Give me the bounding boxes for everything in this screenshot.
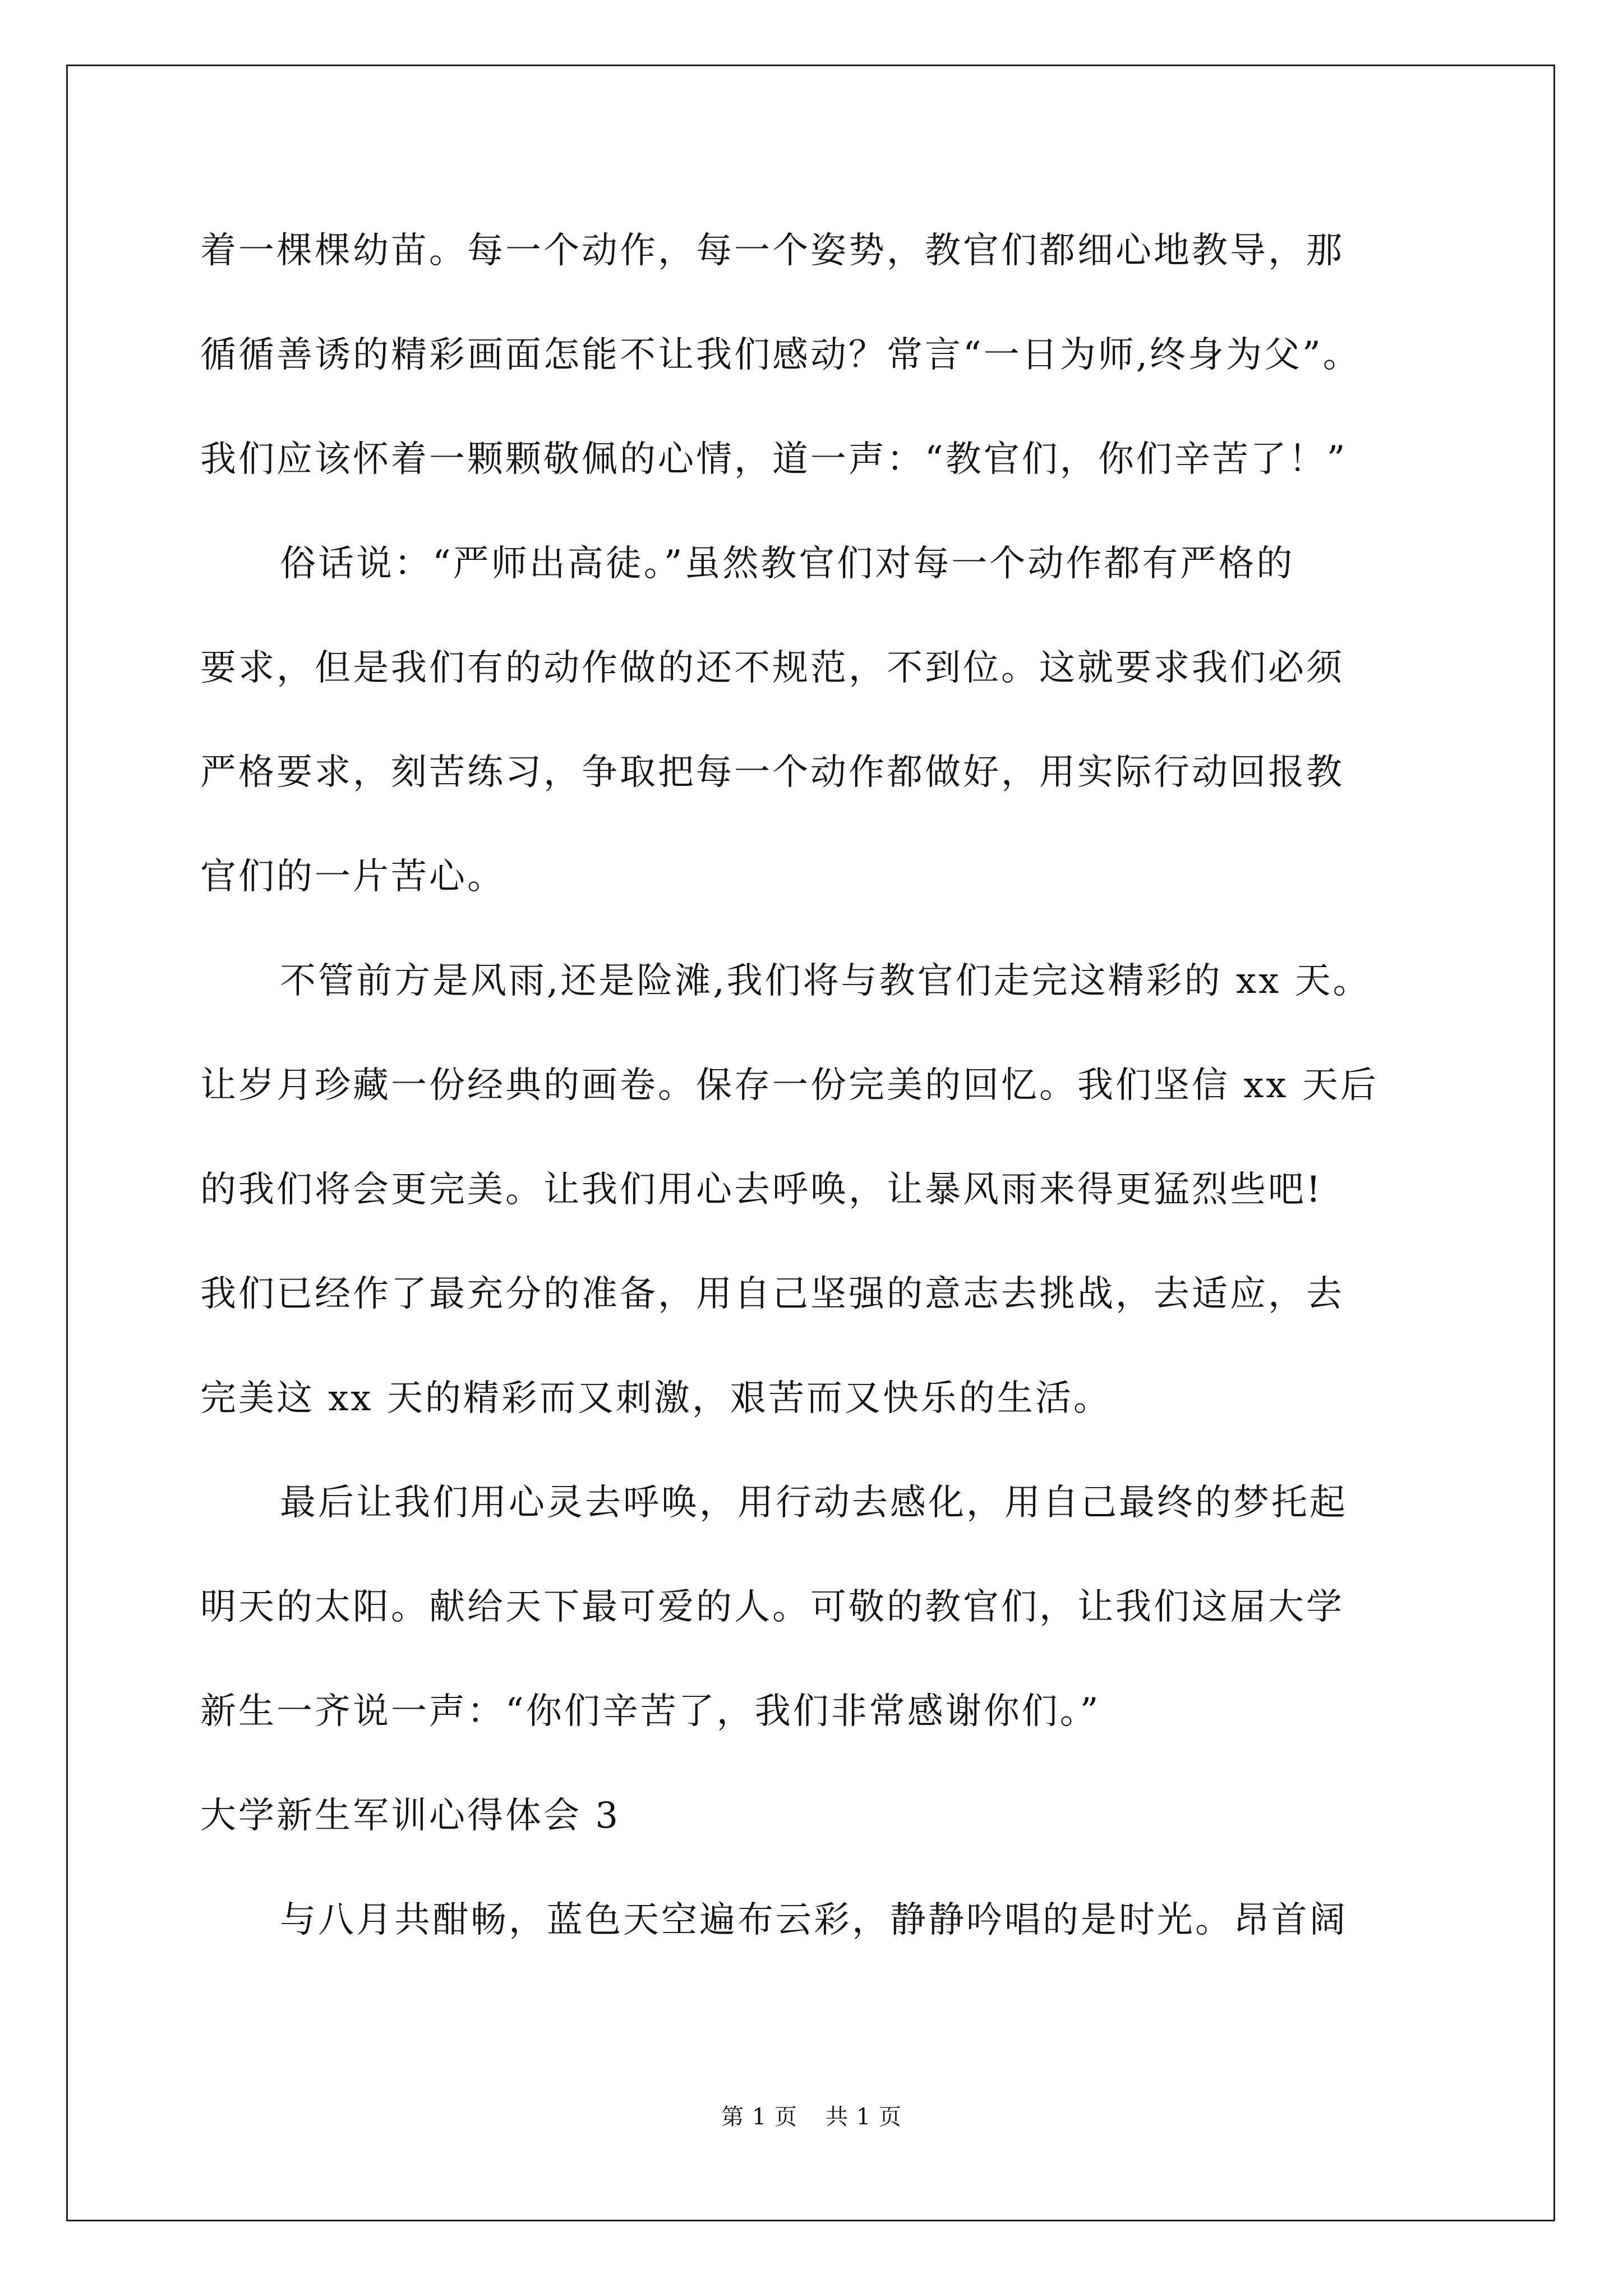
- paragraph-start-line: 与八月共酣畅，蓝色天空遍布云彩，静静吟唱的是时光。昂首阔: [280, 1899, 1348, 1941]
- text-line: 严格要求，刻苦练习，争取把每一个动作都做好，用实际行动回报教: [200, 752, 1344, 793]
- text-line: 的我们将会更完美。让我们用心去呼唤，让暴风雨来得更猛烈些吧!: [200, 1169, 1323, 1211]
- page-footer: [0, 2100, 1623, 2134]
- text-line: 官们的一片苦心。: [200, 856, 505, 898]
- text-line: 新生一齐说一声：“你们辛苦了，我们非常感谢你们。”: [200, 1691, 1101, 1732]
- text-line: 要求，但是我们有的动作做的还不规范，不到位。这就要求我们必须: [200, 647, 1344, 689]
- text-line: 循循善诱的精彩画面怎能不让我们感动？常言“一日为师,终身为父”。: [200, 334, 1361, 376]
- paragraph-start-line: 俗话说：“严师出高徒。”虽然教官们对每一个动作都有严格的: [280, 543, 1295, 585]
- section-heading: 大学新生军训心得体会 3: [200, 1795, 621, 1837]
- document-body: [200, 220, 1456, 1994]
- text-line: 我们应该怀着一颗颗敬佩的心情，道一声：“教官们，你们辛苦了！”: [200, 439, 1348, 480]
- page-total: 共 1 页: [826, 2104, 902, 2130]
- text-line: 让岁月珍藏一份经典的画卷。保存一份完美的回忆。我们坚信 xx 天后: [200, 1065, 1378, 1106]
- text-line: 明天的太阳。献给天下最可爱的人。可敬的教官们，让我们这届大学: [200, 1586, 1344, 1628]
- page-number: 第 1 页: [721, 2104, 797, 2130]
- paragraph-start-line: 最后让我们用心灵去呼唤，用行动去感化，用自己最终的梦托起: [280, 1482, 1348, 1524]
- text-line: 完美这 xx 天的精彩而又刺激，艰苦而又快乐的生活。: [200, 1378, 1112, 1419]
- text-line: 我们已经作了最充分的准备，用自己坚强的意志去挑战，去适应，去: [200, 1273, 1344, 1315]
- paragraph-start-line: 不管前方是风雨,还是险滩,我们将与教官们走完这精彩的 xx 天。: [280, 960, 1371, 1002]
- text-line: 着一棵棵幼苗。每一个动作，每一个姿势，教官们都细心地教导，那: [200, 230, 1344, 272]
